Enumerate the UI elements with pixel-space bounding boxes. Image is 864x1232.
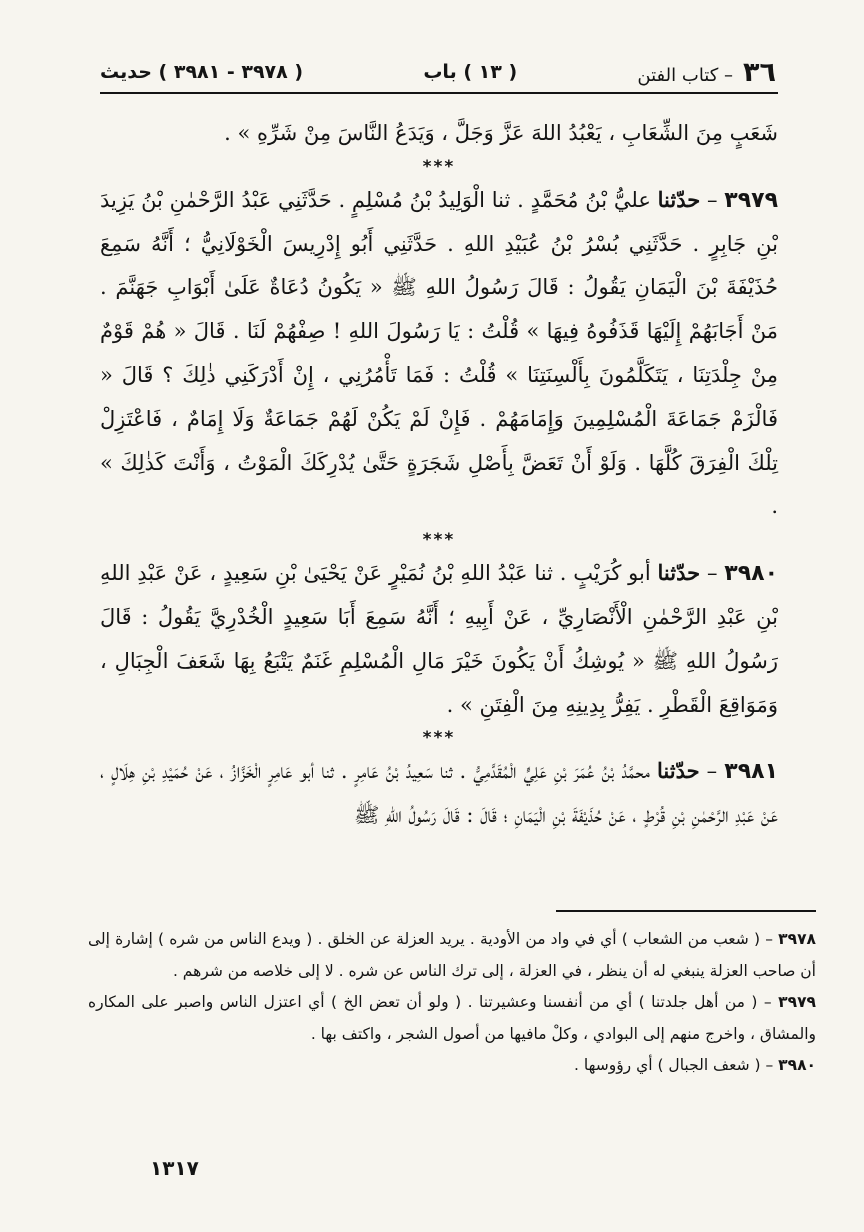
header-page-number: ٣٦ <box>743 56 776 88</box>
page-footer-number: ١٣١٧ <box>150 1156 199 1180</box>
hadith-number: ٣٩٨١ <box>724 759 778 785</box>
header-book-title: – كتاب الفتن <box>637 64 734 86</box>
footnote-number: ٣٩٨٠ <box>778 1056 816 1074</box>
hadith-dash: – <box>700 561 725 586</box>
hadith-haddathana: حدّثنا <box>657 560 701 586</box>
separator-stars: *** <box>422 728 456 749</box>
header-chapter: ( ١٣ ) باب <box>423 61 518 83</box>
hadith-3981 <box>100 749 778 838</box>
hadith-dash: – <box>700 187 725 212</box>
hadith-haddathana: حدّثنا <box>657 758 700 784</box>
footnote-number: ٣٩٧٨ <box>778 930 816 948</box>
hadith-3979 <box>100 178 778 529</box>
footnote-number: ٣٩٧٩ <box>778 993 816 1011</box>
footnote-text: – ( من أهل جلدتنا ) أي من أنفسنا وعشيرتنا . ( ولو أن تعض الخ ) أي اعتزل الناس واصبر على المكاره والمشاق ، واخرج منهم إلى البوادي ، وكلْ مافيها من أصول الشجر ، واكتف بها . <box>88 993 816 1043</box>
footnote-3980 <box>88 1050 816 1082</box>
footnote-3979 <box>88 987 816 1050</box>
hadith-text: أبو كُرَيْبٍ . ثنا عَبْدُ اللهِ بْنُ نُمَيْرٍ عَنْ يَحْيَىٰ بْنِ سَعِيدٍ ، عَنْ عَبْدِ اللهِ بْنِ عَبْدِ الرَّحْمٰنِ الْأَنْصَارِيِّ ، عَنْ أَبِيهِ ؛ أَنَّهُ سَمِعَ أَبَا سَعِيدٍ الْخُدْرِيَّ يَقُولُ : قَالَ رَسُولُ اللهِ ﷺ « يُوشِكُ أَنْ يَكُونَ خَيْرَ مَالِ الْمُسْلِمِ غَنَمٌ يَتْبَعُ بِهَا شَعَفَ الْجِبَالِ ، وَمَوَاقِعَ الْقَطْرِ . يَفِرُّ بِدِينِهِ مِنَ الْفِتَنِ » . <box>100 561 778 717</box>
hadith-text: محمَّدُ بْنُ عُمَرَ بْنِ عَلِيٍّ الْمُقَدَّمِيُّ . ثنا سَعِيدُ بْنُ عَامِرٍ . ثنا أبو عَامِرٍ الْخَزَّازُ ، عَنْ حُمَيْدِ بْنِ هِلَالٍ ، عَنْ عَبْدِ الرَّحْمٰنِ بْنِ قُرْطٍ ، عَنْ حُذَيْفَةَ بْنِ الْيَمَانِ ؛ قَالَ : قَالَ رَسُولُ اللهِ ﷺ <box>100 759 778 828</box>
hadith-number: ٣٩٧٩ <box>724 187 778 213</box>
hadith-dash: – <box>699 759 725 784</box>
separator-stars: *** <box>422 530 456 551</box>
page-header <box>100 54 776 90</box>
hadith-haddathana: حدّثنا <box>657 186 701 212</box>
hadith-text: عليُّ بْنُ مُحَمَّدٍ . ثنا الْوَلِيدُ بْنُ مُسْلِمٍ . حَدَّثَنِي عَبْدُ الرَّحْمٰنِ بْنُ يَزِيدَ بْنِ جَابِرٍ . حَدَّثَنِي بُسْرُ بْنُ عُبَيْدِ اللهِ . حَدَّثَنِي أَبُو إِدْرِيسَ الْخَوْلَانِيُّ ؛ أَنَّهُ سَمِعَ حُذَيْفَةَ بْنَ الْيَمَانِ يَقُولُ : قَالَ رَسُولُ اللهِ ﷺ « يَكُونُ دُعَاةٌ عَلَىٰ أَبْوَابِ جَهَنَّمَ . مَنْ أَجَابَهُمْ إِلَيْهَا قَذَفُوهُ فِيهَا » قُلْتُ : يَا رَسُولَ اللهِ ! صِفْهُمْ لَنَا . قَالَ « هُمْ قَوْمٌ مِنْ جِلْدَتِنَا ، يَتَكَلَّمُونَ بِأَلْسِنَتِنَا » قُلْتُ : فَمَا تَأْمُرُنِي ، إِنْ أَدْرَكَنِي ذٰلِكَ ؟ قَالَ « فَالْزَمْ جَمَاعَةَ الْمُسْلِمِينَ وَإِمَامَهُمْ . فَإِنْ لَمْ يَكُنْ لَهُمْ جَمَاعَةٌ وَلَا إِمَامٌ ، فَاعْتَزِلْ تِلْكَ الْفِرَقَ كُلَّهَا . وَلَوْ أَنْ تَعَضَّ بِأَصْلِ شَجَرَةٍ حَتَّىٰ يُدْرِكَكَ الْمَوْتُ ، وَأَنْتَ كَذٰلِكَ » . <box>100 187 778 519</box>
continuation-text: شَعَبٍ مِنَ الشِّعَابِ ، يَعْبُدُ اللهَ عَزَّ وَجَلَّ ، وَيَدَعُ النَّاسَ مِنْ شَرِّهِ » . <box>224 121 778 145</box>
header-page-and-book <box>637 57 776 88</box>
footnote-3978 <box>88 924 816 987</box>
hadith-3980 <box>100 551 778 727</box>
main-text <box>100 112 778 838</box>
footnote-rule <box>556 910 816 912</box>
header-hadith-range: ( ٣٩٧٨ - ٣٩٨١ ) حديث <box>100 61 304 83</box>
separator-stars: *** <box>422 156 456 177</box>
header-rule <box>100 92 778 94</box>
hadith-number: ٣٩٨٠ <box>724 561 778 587</box>
footnotes <box>88 924 816 1082</box>
footnote-text: – ( شعب من الشعاب ) أي في واد من الأودية . يريد العزلة عن الخلق . ( ويدع الناس من شره ) إشارة إلى أن صاحب العزلة ينبغي له أن ينظر ، في العزلة ، إلى ترك الناس عن شره . لا إلى خلاصه من شرهم . <box>88 930 816 980</box>
footnote-text: – ( شعف الجبال ) أي رؤوسها . <box>574 1056 779 1074</box>
